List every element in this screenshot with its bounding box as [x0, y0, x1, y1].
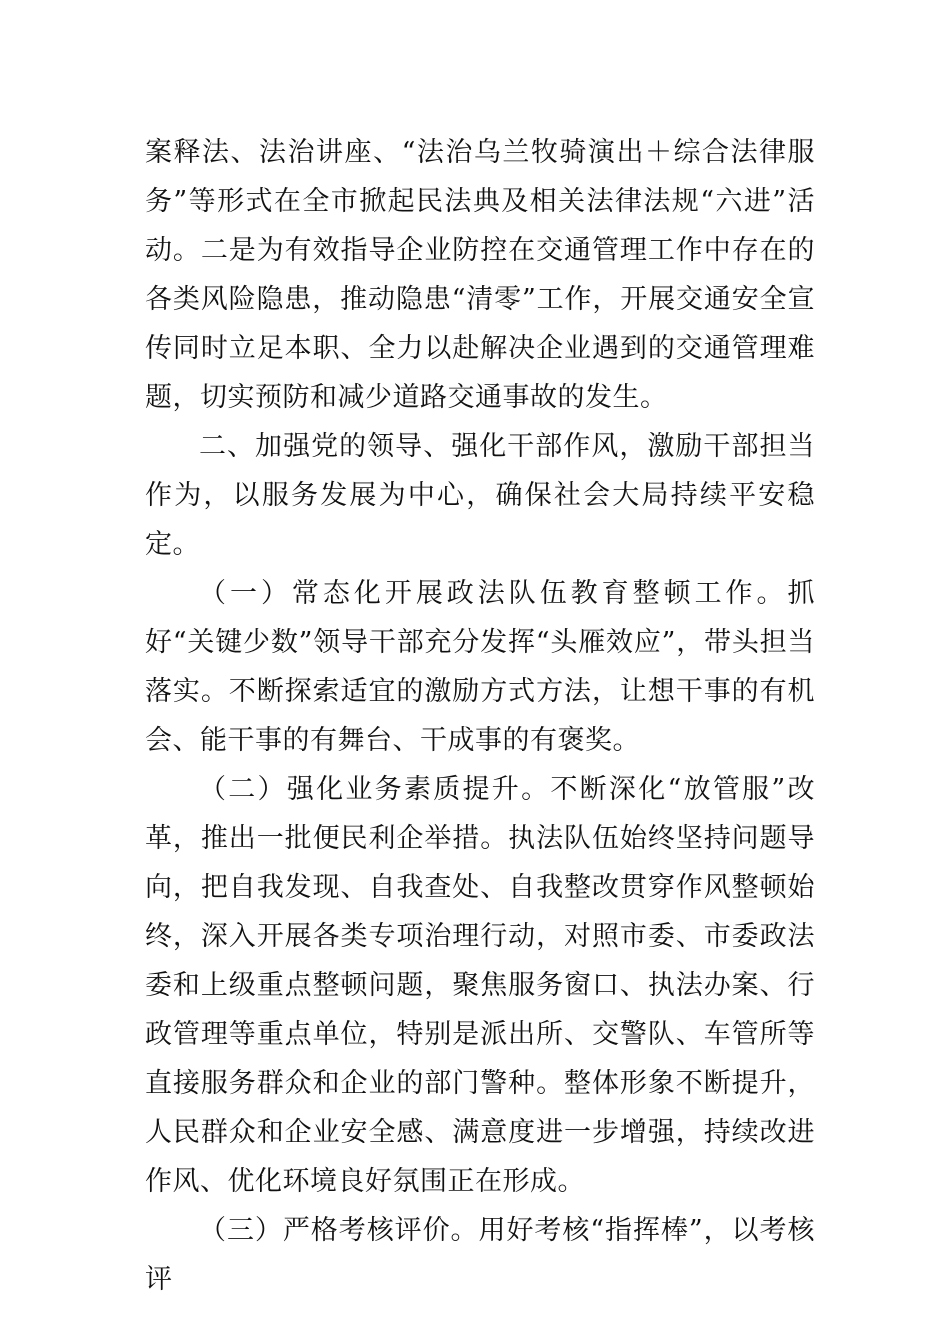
paragraph-5: （三）严格考核评价。用好考核“指挥棒”，以考核评	[145, 1215, 815, 1295]
paragraph-4: （二）强化业务素质提升。不断深化“放管服”改革，推出一批便民利企举措。执法队伍始终坚持问题导向，把自我发现、自我查处、自我整改贯穿作风整顿始终，深入开展各类专项治理行动，对照市委、市委政法委和上级重点整顿问题，聚焦服务窗口、执法办案、行政管理等重点单位，特别是派出所、交警队、车管所等直接服务群众和企业的部门警种。整体形象不断提升，人民群众和企业安全感、满意度进一步增强，持续改进作风、优化环境良好氛围正在形成。	[145, 774, 815, 1197]
paragraph-3: （一）常态化开展政法队伍教育整顿工作。抓好“关键少数”领导干部充分发挥“头雁效应”，带头担当落实。不断探索适宜的激励方式方法，让想干事的有机会、能干事的有舞台、干成事的有褒奖。	[145, 578, 815, 756]
paragraph-1: 案释法、法治讲座、“法治乌兰牧骑演出＋综合法律服务”等形式在全市掀起民法典及相关法律法规“六进”活动。二是为有效指导企业防控在交通管理工作中存在的各类风险隐患，推动隐患“清零”工作，开展交通安全宣传同时立足本职、全力以赴解决企业遇到的交通管理难题，切实预防和减少道路交通事故的发生。	[145, 137, 815, 413]
paragraph-2: 二、加强党的领导、强化干部作风，激励干部担当作为，以服务发展为中心，确保社会大局持续平安稳定。	[145, 431, 815, 560]
document-body	[145, 128, 815, 1304]
